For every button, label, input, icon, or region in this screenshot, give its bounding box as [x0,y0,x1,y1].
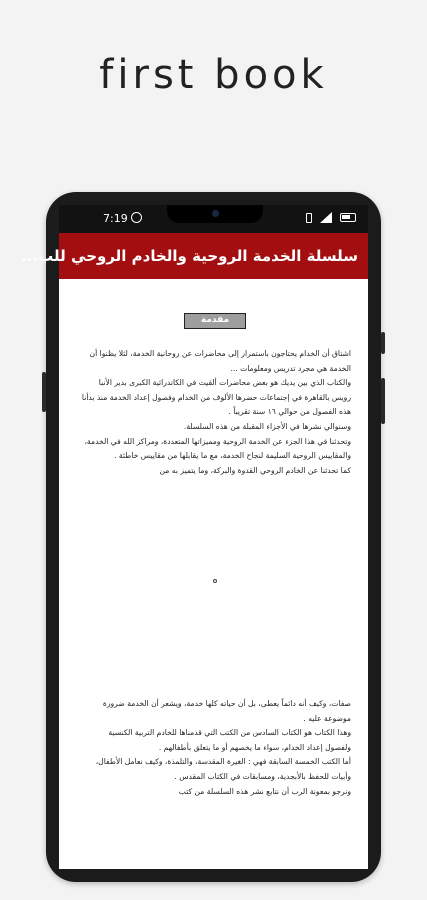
page-text-bottom [81,697,351,799]
paragraph: ونرجو بمعونة الرب أن نتابع نشر هذه السلسلة من كتب [178,786,351,796]
paragraph: وهذا الكتاب هو الكتاب السادس من الكتب التي قدمناها للخادم التربية الكنسية ولفصول إعداد الخدام، سواء ما يخصهم أو ما يتعلق بأطفالهم . [108,728,351,752]
status-time: 7:19 [103,212,128,225]
app-bar-title: سلسلة الخدمة الروحية والخادم الروحي للب... [21,247,358,265]
front-camera [212,210,219,217]
status-bar [59,205,368,233]
app-bar [21,233,368,279]
paragraph: كما تحدثنا عن الخادم الروحي القدوة والبركة، وما يتميز به من [159,465,351,475]
signal-icon [320,212,332,223]
book-page[interactable] [59,279,368,869]
notch [167,205,263,223]
paragraph: والكتاب الذي بين يديك هو بعض محاضرات ألقيت في الكاتدرائية الكبرى بدير الأنبا رويس بالقاهرة في إجتماعات حضرها الألوف من الخدام وفصول إعداد الخدمة منذ بدأنا هذه الفصول من حوالي ١٦ سنة تقريباً . [81,378,351,417]
paragraph: صفات، وكيف أنه دائماً يعطى، بل أن حياته كلها خدمة، ويشعر أن الخدمة ضرورة موضوعة عليه . [102,699,351,723]
page-text-top [81,347,351,478]
paragraph: وتحدثنا في هذا الجزء عن الخدمة الروحية ومميزاتها المتعددة، ومراكز الله في الخدمة، والمقاييس الروحية السليمة لنجاح الخدمة، مع ما يقابلها من مقاييس خاطئة . [84,436,351,461]
paragraph: اشتاق أن الخدام يحتاجون باستمرار إلى محاضرات عن روحانية الخدمة، لئلا يظنوا أن الخدمة هي مجرد تدريس ومعلومات ... [89,349,351,373]
screen [21,205,368,869]
volume-button [42,372,46,412]
promo-title: first book [99,52,328,98]
side-button [381,378,385,424]
power-button [381,332,385,354]
paragraph: وسنوالي نشرها في الأجزاء المقبلة من هذه السلسلة. [183,421,351,431]
phone-frame [21,192,381,882]
whatsapp-icon [131,212,142,223]
page-number-marker [213,579,217,583]
paragraph: أما الكتب الخمسة السابقة فهي : الغيرة المقدسة، والتلمذة، وكيف نعامل الأطفال، وأبيات للحفظ بالأبجدية، ومسابقات في الكتاب المقدس . [95,757,351,781]
battery-icon [340,213,356,222]
vibrate-icon [306,213,312,223]
chapter-heading: مقدمة [184,313,246,329]
